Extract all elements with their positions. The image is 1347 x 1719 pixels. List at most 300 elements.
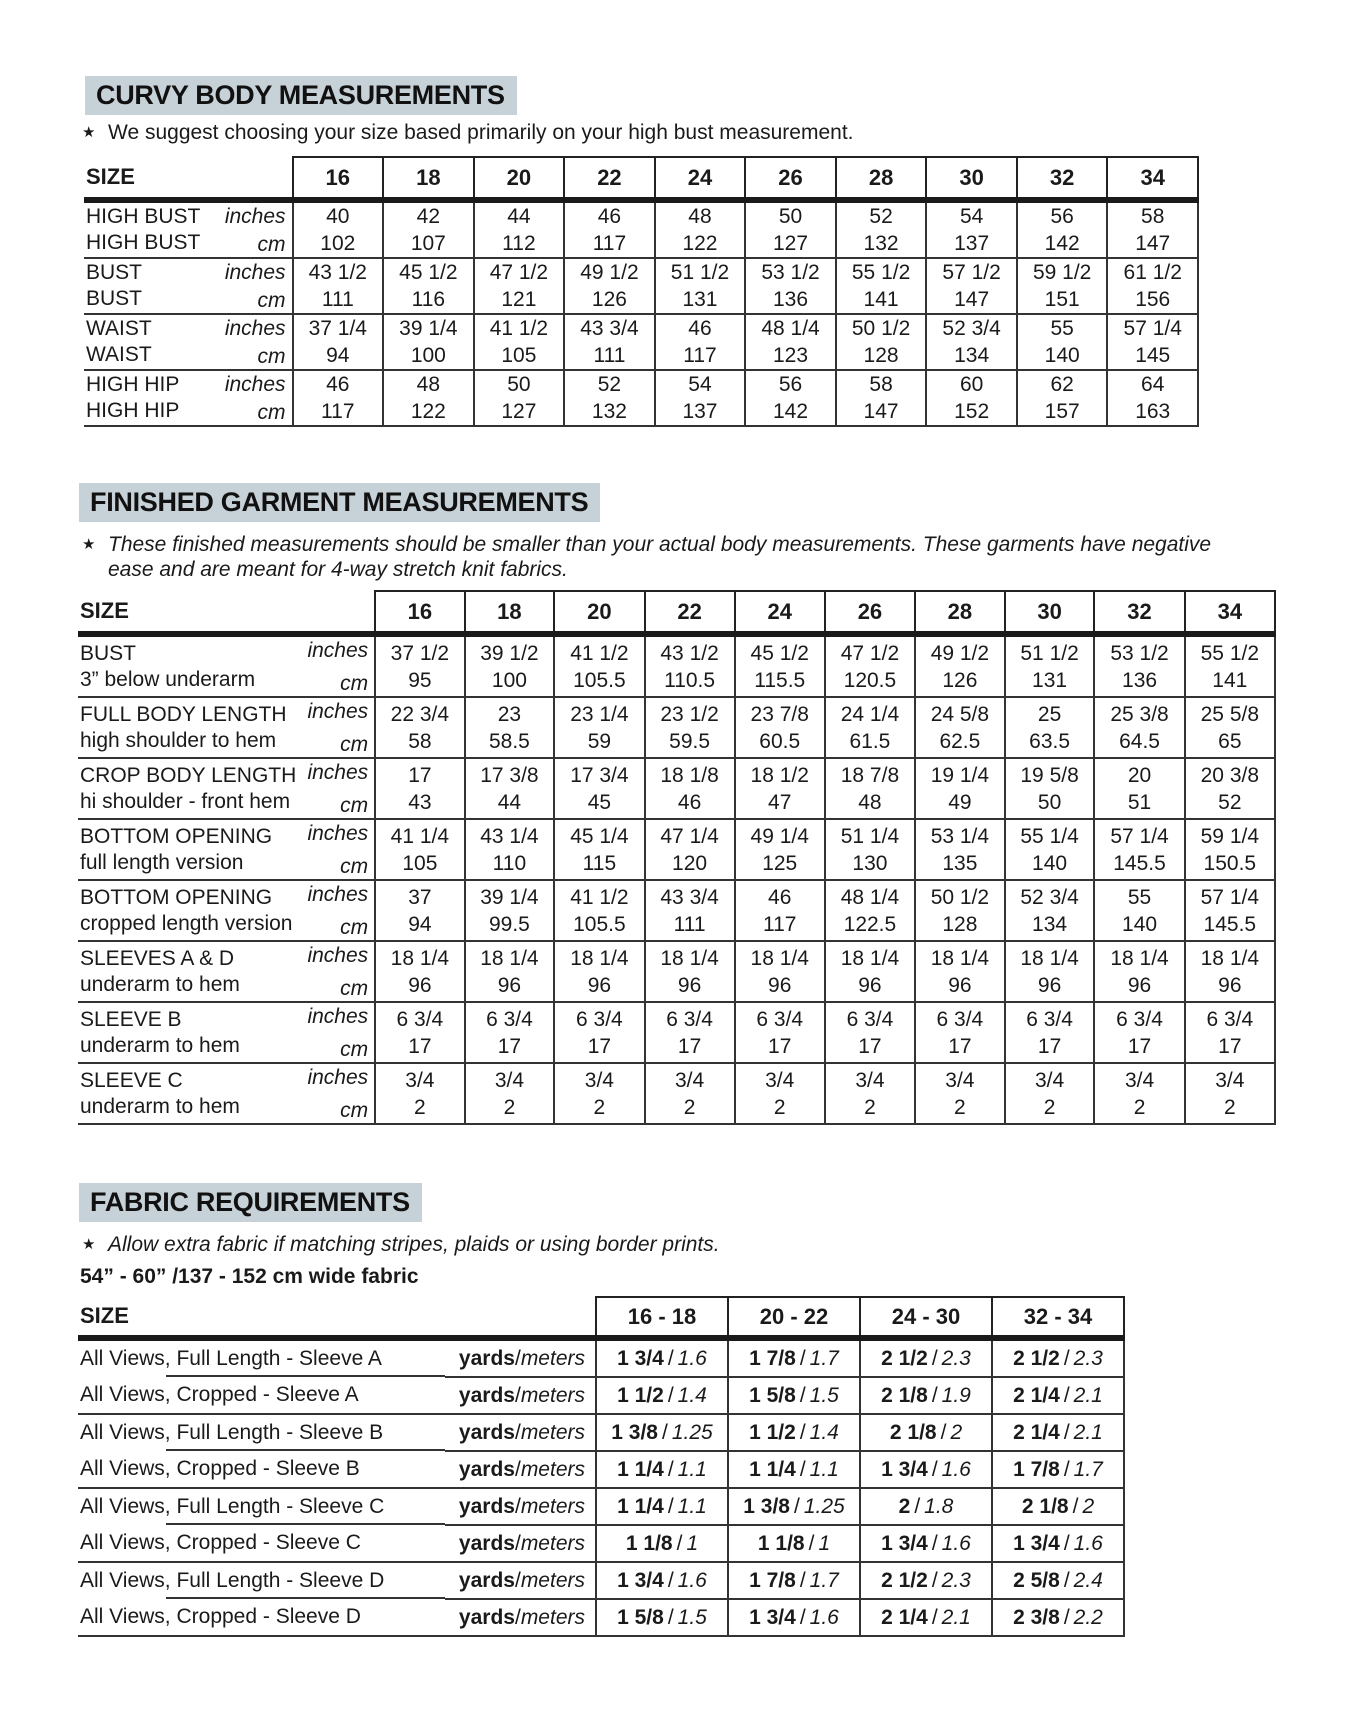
value-inches: 55 1/2 [1200, 641, 1260, 665]
value-cm: 96 [1037, 973, 1062, 997]
amount-meters: 1.9 [941, 1383, 971, 1407]
measurement-cell [293, 258, 384, 314]
size-label: SIZE [78, 1297, 596, 1338]
label-line2: WAIST [86, 343, 152, 366]
value-cm: 137 [682, 400, 718, 423]
fabric-amount-cell [860, 1377, 992, 1414]
value-cm: 147 [1135, 232, 1171, 255]
value-cm: 115.5 [754, 668, 806, 692]
measurement-label [78, 941, 375, 1002]
fabric-width-label: 54” - 60” /137 - 152 cm wide fabric [80, 1265, 419, 1288]
curvy-note [82, 120, 854, 145]
measurement-cell [1185, 1002, 1275, 1063]
fabric-amount-cell [992, 1414, 1124, 1451]
amount-meters: 1 [818, 1531, 831, 1555]
value-inches: 48 1/4 [761, 317, 820, 340]
measurement-label [84, 200, 293, 258]
value-cm: 142 [1044, 232, 1080, 255]
unit-yards: yards [458, 1420, 515, 1444]
amount-separator: / [799, 1346, 806, 1370]
size-column-header: 28 [915, 591, 1005, 634]
value-inches: 41 1/4 [390, 824, 450, 848]
measurement-cell [825, 941, 915, 1002]
amount-meters: 1.4 [677, 1383, 707, 1407]
measurement-cell [375, 819, 464, 880]
value-inches: 18 1/4 [1020, 946, 1079, 970]
value-cm: 96 [768, 973, 792, 997]
value-inches: 52 3/4 [1020, 885, 1079, 909]
star-icon: ★ [82, 124, 96, 141]
unit-meters: meters [520, 1346, 585, 1370]
amount-separator: / [931, 1383, 938, 1407]
size-label: SIZE [78, 591, 375, 634]
amount-yards: 2 1/8 [1021, 1494, 1069, 1518]
measurement-label [78, 697, 375, 758]
measurement-label [78, 819, 375, 880]
measurement-cell [915, 634, 1005, 697]
measurement-cell [383, 258, 474, 314]
measurement-cell [1094, 634, 1184, 697]
value-inches: 58 [869, 373, 893, 396]
value-inches: 18 1/4 [570, 946, 629, 970]
measurement-label [78, 1002, 375, 1063]
amount-separator: / [1072, 1494, 1079, 1518]
measurement-cell [375, 1002, 464, 1063]
measurement-cell [1094, 819, 1184, 880]
unit-separator: / [514, 1531, 521, 1555]
value-cm: 96 [587, 973, 612, 997]
value-cm: 132 [591, 400, 627, 423]
size-group-header: 16 - 18 [596, 1297, 728, 1338]
value-cm: 65 [1218, 729, 1242, 753]
label-line1: SLEEVE C [80, 1068, 183, 1092]
value-inches: 3/4 [494, 1068, 525, 1092]
amount-meters: 2.1 [1073, 1420, 1103, 1444]
value-cm: 134 [1032, 912, 1068, 936]
value-inches: 40 [326, 205, 350, 228]
amount-separator: / [667, 1605, 674, 1629]
amount-yards: 2 1/4 [1013, 1420, 1060, 1444]
measurement-cell [825, 697, 915, 758]
amount-meters: 2.3 [1073, 1346, 1103, 1370]
size-column-header: 32 [1017, 157, 1108, 200]
amount-separator: / [667, 1383, 674, 1407]
measurement-cell [474, 314, 565, 370]
amount-separator: / [1063, 1420, 1070, 1444]
measurement-cell [825, 1002, 915, 1063]
size-header-row [78, 1297, 1124, 1338]
measurement-row [78, 880, 1275, 941]
value-inches: 43 3/4 [660, 885, 719, 909]
amount-yards: 1 3/4 [617, 1568, 664, 1592]
value-cm: 94 [326, 344, 350, 367]
value-inches: 25 5/8 [1200, 702, 1260, 726]
measurement-cell [735, 880, 825, 941]
amount-meters: 1.7 [809, 1346, 839, 1370]
size-column-header: 22 [645, 591, 735, 634]
value-cm: 120 [672, 851, 708, 875]
measurement-cell [735, 1002, 825, 1063]
measurement-cell [1094, 697, 1184, 758]
fabric-amount-cell [596, 1414, 728, 1451]
measurement-cell [465, 1002, 555, 1063]
value-cm: 105.5 [573, 912, 626, 936]
measurement-cell [1107, 314, 1198, 370]
value-inches: 19 1/4 [930, 763, 990, 787]
value-inches: 49 1/2 [930, 641, 990, 665]
unit-yards: yards [458, 1457, 515, 1481]
measurement-cell [645, 758, 735, 819]
value-cm: 102 [320, 232, 356, 255]
value-cm: 43 [408, 790, 432, 814]
value-inches: 57 1/4 [1123, 317, 1182, 340]
value-cm: 131 [682, 288, 718, 311]
measurement-cell [825, 880, 915, 941]
measurement-cell [655, 314, 746, 370]
value-cm: 126 [942, 668, 978, 692]
amount-meters: 1.4 [809, 1420, 839, 1444]
amount-meters: 2.1 [941, 1605, 971, 1629]
fabric-amount-cell [860, 1488, 992, 1525]
measurement-cell [915, 1002, 1005, 1063]
value-inches: 19 5/8 [1020, 763, 1079, 787]
amount-meters: 2.3 [941, 1346, 971, 1370]
value-cm: 96 [497, 973, 522, 997]
amount-meters: 1.6 [941, 1531, 971, 1555]
value-inches: 18 1/4 [390, 946, 450, 970]
value-inches: 55 1/2 [851, 261, 911, 284]
fabric-amount-cell [860, 1338, 992, 1377]
amount-yards: 1 3/4 [617, 1346, 664, 1370]
fabric-amount-cell [992, 1488, 1124, 1525]
value-inches: 23 7/8 [750, 702, 809, 726]
fabric-amount-cell [596, 1562, 728, 1599]
measurement-row [84, 370, 1198, 426]
unit-meters: meters [520, 1605, 585, 1629]
measurement-row [78, 758, 1275, 819]
value-inches: 6 3/4 [666, 1007, 713, 1031]
label-line1: BOTTOM OPENING [80, 824, 273, 848]
unit-cm: cm [257, 289, 286, 312]
measurement-cell [465, 697, 555, 758]
fabric-amount-cell [860, 1414, 992, 1451]
measurement-cell [735, 697, 825, 758]
fabric-unit [445, 1488, 596, 1525]
value-cm: 2 [1043, 1095, 1056, 1119]
amount-separator: / [1063, 1457, 1070, 1481]
unit-cm: cm [340, 916, 369, 939]
value-inches: 58 [1141, 205, 1165, 228]
measurement-cell [1017, 200, 1108, 258]
measurement-cell [926, 314, 1017, 370]
value-cm: 96 [677, 973, 702, 997]
value-cm: 17 [408, 1034, 432, 1058]
value-cm: 120.5 [843, 668, 897, 692]
size-column-header: 18 [465, 591, 555, 634]
measurement-cell [735, 1063, 825, 1124]
measurement-cell [375, 758, 464, 819]
value-cm: 111 [321, 288, 354, 311]
fabric-row [78, 1488, 1124, 1525]
size-column-header: 16 [293, 157, 384, 200]
amount-separator: / [799, 1383, 806, 1407]
value-inches: 6 3/4 [396, 1007, 444, 1031]
value-inches: 17 3/8 [480, 763, 539, 787]
fabric-row [78, 1599, 1124, 1636]
measurement-row [84, 200, 1198, 258]
measurement-cell [836, 314, 927, 370]
measurement-cell [915, 819, 1005, 880]
value-cm: 123 [773, 344, 809, 367]
size-column-header: 30 [926, 157, 1017, 200]
unit-meters: meters [520, 1457, 585, 1481]
value-cm: 50 [1037, 790, 1062, 814]
amount-separator: / [662, 1420, 668, 1444]
value-cm: 95 [408, 668, 432, 692]
value-cm: 145.5 [1203, 912, 1257, 936]
measurement-cell [1185, 1063, 1275, 1124]
value-cm: 100 [410, 344, 446, 367]
fabric-note-text: Allow extra fabric if matching stripes, plaids or using border prints. [108, 1233, 720, 1256]
value-inches: 3/4 [765, 1068, 795, 1092]
measurement-cell [1185, 758, 1275, 819]
amount-yards: 2 1/2 [881, 1346, 928, 1370]
value-inches: 39 1/2 [480, 641, 539, 665]
fabric-amount-cell [860, 1562, 992, 1599]
measurement-label [84, 258, 293, 314]
value-inches: 18 7/8 [840, 763, 900, 787]
value-inches: 46 [768, 885, 792, 909]
measurement-cell [645, 819, 735, 880]
size-header-row [84, 157, 1198, 200]
fabric-unit [445, 1377, 596, 1414]
measurement-cell [554, 880, 644, 941]
value-cm: 135 [942, 851, 978, 875]
size-column-header: 34 [1185, 591, 1275, 634]
amount-yards: 1 1/2 [749, 1420, 796, 1444]
amount-yards: 2 [898, 1494, 911, 1518]
fabric-amount-cell [728, 1451, 860, 1488]
fabric-note [82, 1232, 720, 1257]
unit-inches: inches [307, 822, 369, 845]
value-cm: 60.5 [759, 729, 801, 753]
measurement-cell [735, 941, 825, 1002]
fabric-row-label: All Views, Cropped - Sleeve C [78, 1525, 445, 1562]
measurement-cell [383, 314, 474, 370]
fabric-unit [445, 1525, 596, 1562]
measurement-cell [564, 200, 655, 258]
value-inches: 37 1/2 [390, 641, 450, 665]
amount-separator: / [931, 1568, 938, 1592]
value-inches: 6 3/4 [486, 1007, 533, 1031]
amount-meters: 2.4 [1073, 1568, 1103, 1592]
fabric-row-label: All Views, Full Length - Sleeve A [78, 1338, 445, 1377]
measurement-cell [554, 634, 644, 697]
unit-cm: cm [340, 855, 369, 878]
value-inches: 46 [688, 317, 712, 340]
measurement-cell [474, 370, 565, 426]
value-cm: 111 [593, 344, 626, 367]
measurement-cell [745, 314, 836, 370]
value-inches: 48 [416, 373, 441, 396]
measurement-cell [915, 880, 1005, 941]
size-column-header: 18 [383, 157, 474, 200]
amount-separator: / [799, 1420, 806, 1444]
garment-measurements-table [78, 590, 1276, 1125]
amount-separator: / [676, 1531, 683, 1555]
measurement-cell [1005, 819, 1095, 880]
value-cm: 141 [1212, 668, 1248, 692]
amount-separator: / [931, 1457, 938, 1481]
value-cm: 58 [408, 729, 432, 753]
measurement-cell [293, 200, 384, 258]
measurement-cell [554, 1063, 644, 1124]
amount-yards: 2 1/8 [881, 1383, 928, 1407]
amount-meters: 1.6 [941, 1457, 971, 1481]
value-inches: 18 1/4 [930, 946, 990, 970]
amount-separator: / [931, 1531, 938, 1555]
measurement-cell [735, 758, 825, 819]
amount-yards: 1 1/4 [617, 1457, 664, 1481]
value-inches: 6 3/4 [936, 1007, 984, 1031]
label-line2: cropped length version [80, 911, 293, 935]
value-inches: 3/4 [945, 1068, 975, 1092]
measurement-cell [836, 258, 927, 314]
unit-cm: cm [340, 977, 369, 1000]
value-cm: 61.5 [849, 729, 891, 753]
label-line1: HIGH BUST [86, 205, 201, 228]
value-cm: 122.5 [843, 912, 897, 936]
fabric-row-label: All Views, Cropped - Sleeve D [78, 1599, 445, 1636]
amount-separator: / [667, 1346, 674, 1370]
amount-meters: 2.1 [1073, 1383, 1103, 1407]
measurement-row [78, 819, 1275, 880]
unit-inches: inches [224, 317, 286, 340]
measurement-cell [554, 697, 644, 758]
measurement-cell [735, 819, 825, 880]
value-inches: 62 [1050, 373, 1074, 396]
amount-yards: 1 7/8 [749, 1346, 796, 1370]
value-cm: 2 [593, 1095, 606, 1119]
amount-yards: 1 3/4 [881, 1457, 928, 1481]
measurement-label [78, 880, 375, 941]
fabric-amount-cell [728, 1414, 860, 1451]
value-inches: 46 [326, 373, 350, 396]
value-cm: 156 [1135, 288, 1171, 311]
measurement-cell [645, 1002, 735, 1063]
value-inches: 51 1/4 [840, 824, 900, 848]
amount-separator: / [799, 1605, 806, 1629]
value-cm: 111 [673, 912, 706, 936]
value-cm: 126 [591, 288, 627, 311]
measurement-cell [1094, 880, 1184, 941]
unit-cm: cm [340, 1099, 369, 1122]
amount-meters: 2 [950, 1420, 963, 1444]
value-cm: 17 [948, 1034, 972, 1058]
unit-cm: cm [257, 345, 286, 368]
value-cm: 140 [1044, 344, 1080, 367]
value-inches: 43 3/4 [580, 317, 639, 340]
fabric-row [78, 1562, 1124, 1599]
value-inches: 18 1/4 [840, 946, 900, 970]
value-cm: 45 [587, 790, 612, 814]
value-cm: 105 [402, 851, 438, 875]
value-cm: 99.5 [488, 912, 530, 936]
value-cm: 117 [321, 400, 355, 423]
value-inches: 18 1/4 [660, 946, 719, 970]
fabric-amount-cell [860, 1451, 992, 1488]
measurement-cell [1005, 1063, 1095, 1124]
value-cm: 128 [942, 912, 978, 936]
measurement-cell [915, 758, 1005, 819]
star-icon: ★ [82, 536, 96, 553]
value-inches: 43 1/2 [308, 261, 367, 284]
value-inches: 18 1/8 [660, 763, 719, 787]
label-line2: underarm to hem [80, 972, 240, 996]
value-inches: 37 1/4 [308, 317, 367, 340]
value-cm: 142 [773, 400, 809, 423]
unit-meters: meters [520, 1383, 585, 1407]
unit-separator: / [514, 1346, 521, 1370]
value-cm: 140 [1122, 912, 1158, 936]
measurement-cell [564, 258, 655, 314]
measurement-cell [1185, 941, 1275, 1002]
measurement-cell [1094, 1002, 1184, 1063]
curvy-note-text: We suggest choosing your size based primarily on your high bust measurement. [108, 121, 854, 144]
label-line2: hi shoulder - front hem [80, 789, 291, 813]
unit-cm: cm [340, 672, 369, 695]
label-line2: underarm to hem [80, 1033, 240, 1057]
value-inches: 17 [408, 763, 432, 787]
value-inches: 18 1/2 [750, 763, 809, 787]
measurement-cell [1005, 758, 1095, 819]
amount-yards: 1 5/8 [749, 1383, 796, 1407]
unit-cm: cm [340, 733, 369, 756]
fabric-amount-cell [596, 1451, 728, 1488]
value-inches: 6 3/4 [576, 1007, 623, 1031]
measurement-cell [375, 697, 464, 758]
value-inches: 50 [778, 205, 803, 228]
value-cm: 63.5 [1029, 729, 1071, 753]
fabric-amount-cell [728, 1525, 860, 1562]
measurement-cell [645, 880, 735, 941]
measurement-cell [375, 941, 464, 1002]
value-inches: 47 1/2 [840, 641, 900, 665]
fabric-unit [445, 1562, 596, 1599]
amount-separator: / [799, 1568, 806, 1592]
amount-separator: / [667, 1568, 674, 1592]
label-line2: high shoulder to hem [80, 728, 277, 752]
value-cm: 163 [1135, 400, 1171, 423]
fabric-amount-cell [728, 1338, 860, 1377]
value-inches: 23 1/2 [660, 702, 719, 726]
value-cm: 2 [954, 1095, 966, 1119]
fabric-requirements-table [78, 1296, 1125, 1637]
size-column-header: 28 [836, 157, 927, 200]
fabric-row [78, 1414, 1124, 1451]
value-inches: 42 [416, 205, 441, 228]
value-cm: 137 [954, 232, 990, 255]
amount-yards: 1 7/8 [1013, 1457, 1060, 1481]
amount-meters: 1.8 [924, 1494, 954, 1518]
value-inches: 17 3/4 [570, 763, 629, 787]
fabric-unit [445, 1451, 596, 1488]
label-line2: 3” below underarm [80, 667, 256, 691]
fabric-row-label: All Views, Cropped - Sleeve B [78, 1451, 445, 1488]
value-cm: 130 [852, 851, 888, 875]
unit-inches: inches [307, 639, 369, 662]
value-inches: 55 1/4 [1020, 824, 1079, 848]
